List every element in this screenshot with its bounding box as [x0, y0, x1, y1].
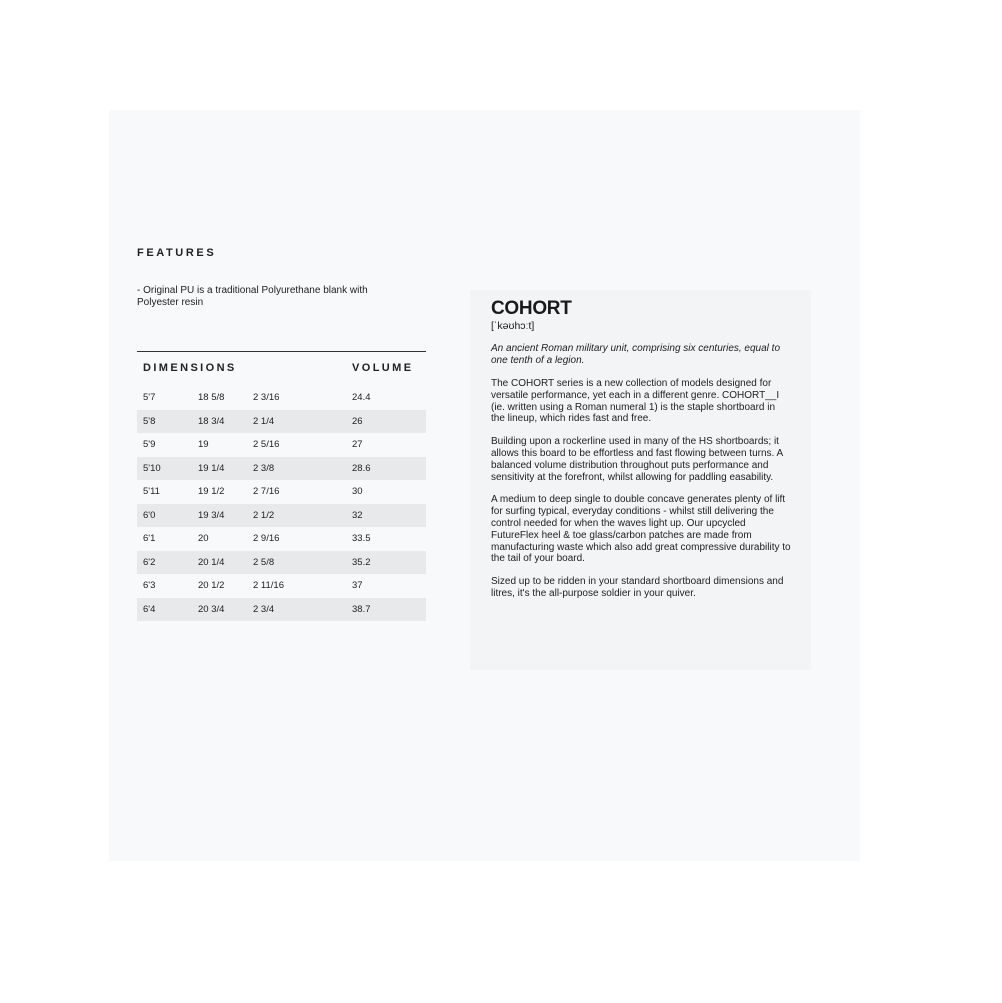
- cohort-paragraph: A medium to deep single to double concave generates plenty of lift for surfing typical, everyday conditions - whilst still delivering the control needed for when the waves light up. Our upcycled FutureFlex heel & toe glass/carbon patches are made from manufacturing waste which also add great compressive durability to the tail of your board.: [491, 494, 791, 565]
- table-row: [137, 504, 426, 528]
- row-width: 20: [198, 533, 209, 544]
- row-length: 5'7: [143, 392, 156, 403]
- table-row: [137, 527, 426, 551]
- row-thickness: 2 7/16: [253, 486, 280, 497]
- row-volume: 27: [352, 439, 363, 450]
- dimensions-table: [137, 351, 426, 621]
- row-width: 19 3/4: [198, 509, 225, 521]
- row-volume: 38.7: [352, 603, 371, 615]
- cohort-phonetic: [ˈkəʊhɔːt]: [491, 320, 535, 332]
- table-row: [137, 598, 426, 622]
- row-width: 20 3/4: [198, 603, 225, 615]
- row-volume: 30: [352, 486, 363, 497]
- row-length: 5'10: [143, 462, 161, 474]
- cohort-paragraph: The COHORT series is a new collection of models designed for versatile performance, yet each in a different genre. COHORT__I (ie. written using a Roman numeral 1) is the staple shortboard in the lineup, which rides fast and free.: [491, 378, 780, 425]
- table-row: [137, 574, 426, 598]
- row-length: 5'9: [143, 439, 156, 450]
- dimensions-rows: [137, 386, 426, 621]
- row-volume: 28.6: [352, 462, 371, 474]
- row-thickness: 2 5/8: [253, 556, 275, 568]
- row-width: 19 1/2: [198, 486, 225, 497]
- row-volume: 32: [352, 509, 363, 521]
- row-width: 18 5/8: [198, 392, 225, 403]
- row-width: 20 1/2: [198, 580, 225, 591]
- cohort-definition: An ancient Roman military unit, comprising six centuries, equal to one tenth of a legion.: [491, 343, 781, 366]
- table-row: [137, 433, 426, 457]
- row-width: 19 1/4: [198, 462, 225, 474]
- volume-heading: VOLUME: [352, 362, 414, 374]
- features-title: FEATURES: [137, 247, 217, 259]
- row-volume: 37: [352, 580, 363, 591]
- row-volume: 26: [352, 415, 363, 427]
- row-width: 19: [198, 439, 209, 450]
- table-row: [137, 551, 426, 575]
- row-volume: 24.4: [352, 392, 371, 403]
- row-length: 6'2: [143, 556, 156, 568]
- row-thickness: 2 11/16: [253, 580, 284, 591]
- row-length: 5'11: [143, 486, 160, 497]
- row-thickness: 2 3/8: [253, 462, 275, 474]
- table-row: [137, 410, 426, 434]
- row-length: 5'8: [143, 415, 156, 427]
- row-length: 6'3: [143, 580, 156, 591]
- dimensions-header: [137, 352, 426, 382]
- row-volume: 33.5: [352, 533, 371, 544]
- row-thickness: 2 1/4: [253, 415, 275, 427]
- features-text: - Original PU is a traditional Polyurethane blank with Polyester resin: [137, 285, 368, 308]
- row-thickness: 2 3/16: [253, 392, 280, 403]
- row-thickness: 2 3/4: [253, 603, 275, 615]
- cohort-paragraph: Building upon a rockerline used in many of the HS shortboards; it allows this board to be effortless and fast flowing between turns. A balanced volume distribution throughout puts performance and sensitivity at the forefront, whilst allowing for paddling easability.: [491, 436, 783, 483]
- table-row: [137, 386, 426, 410]
- row-volume: 35.2: [352, 556, 371, 568]
- dimensions-heading: DIMENSIONS: [143, 362, 237, 374]
- row-width: 18 3/4: [198, 415, 225, 427]
- row-length: 6'0: [143, 509, 156, 521]
- row-thickness: 2 1/2: [253, 509, 275, 521]
- row-length: 6'1: [143, 533, 156, 544]
- cohort-description-box: [470, 290, 811, 670]
- row-width: 20 1/4: [198, 556, 225, 568]
- table-row: [137, 457, 426, 481]
- table-row: [137, 480, 426, 504]
- row-thickness: 2 9/16: [253, 533, 280, 544]
- cohort-paragraph: Sized up to be ridden in your standard shortboard dimensions and litres, it's the all-purpose soldier in your quiver.: [491, 576, 784, 599]
- cohort-title: COHORT: [491, 298, 572, 319]
- row-thickness: 2 5/16: [253, 439, 280, 450]
- row-length: 6'4: [143, 603, 156, 615]
